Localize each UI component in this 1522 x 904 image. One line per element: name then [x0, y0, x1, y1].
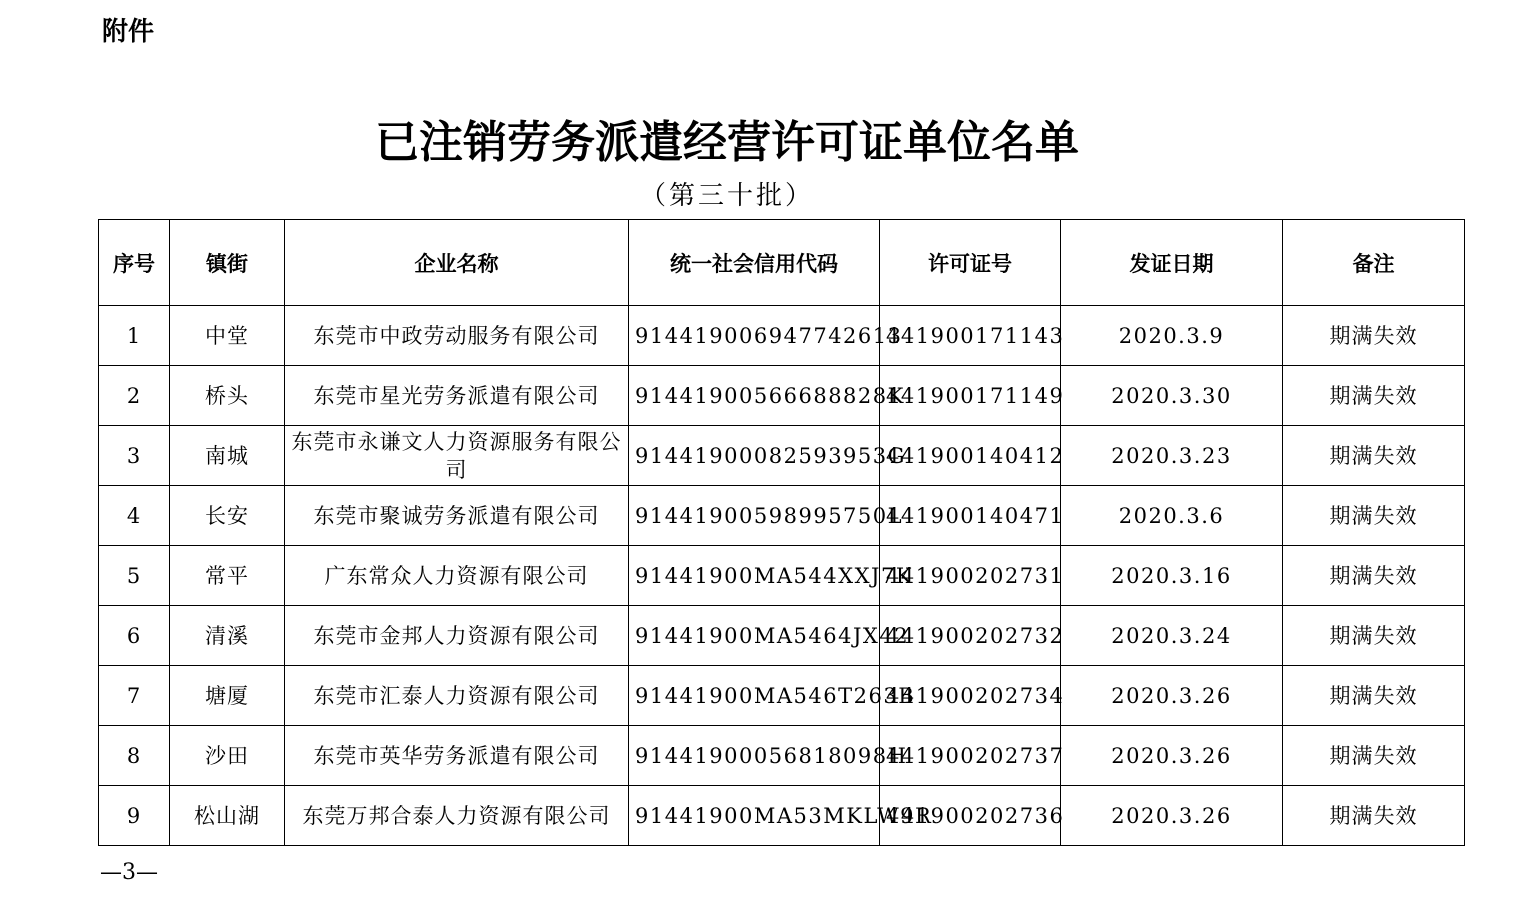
cell-license-no: 441900140412 — [880, 426, 1061, 486]
cell-remark: 期满失效 — [1283, 306, 1465, 366]
cell-town: 沙田 — [170, 726, 285, 786]
cell-license-no: 441900171143 — [880, 306, 1061, 366]
cell-remark: 期满失效 — [1283, 726, 1465, 786]
page-number: —3— — [100, 860, 158, 885]
cell-company: 东莞市汇泰人力资源有限公司 — [285, 666, 629, 726]
cell-credit-code: 91441900MA544XXJ7K — [629, 546, 880, 606]
cell-issue-date: 2020.3.26 — [1061, 666, 1283, 726]
cell-town: 塘厦 — [170, 666, 285, 726]
col-header-license-no: 许可证号 — [880, 220, 1061, 306]
table-row — [99, 726, 1465, 786]
cell-license-no: 441900171149 — [880, 366, 1061, 426]
cell-town: 长安 — [170, 486, 285, 546]
cell-credit-code: 91441900082593953G — [629, 426, 880, 486]
table-row — [99, 426, 1465, 486]
cell-remark: 期满失效 — [1283, 546, 1465, 606]
cell-company: 东莞市永谦文人力资源服务有限公司 — [285, 426, 629, 486]
cell-town: 常平 — [170, 546, 285, 606]
cell-issue-date: 2020.3.6 — [1061, 486, 1283, 546]
cell-remark: 期满失效 — [1283, 366, 1465, 426]
cell-index: 3 — [99, 426, 170, 486]
cell-company: 东莞市聚诚劳务派遣有限公司 — [285, 486, 629, 546]
cell-credit-code: 91441900056818098H — [629, 726, 880, 786]
cell-remark: 期满失效 — [1283, 666, 1465, 726]
cell-credit-code: 914419006947742613 — [629, 306, 880, 366]
cell-index: 1 — [99, 306, 170, 366]
table-row — [99, 786, 1465, 846]
cell-license-no: 441900140471 — [880, 486, 1061, 546]
cell-remark: 期满失效 — [1283, 786, 1465, 846]
cell-company: 东莞市中政劳动服务有限公司 — [285, 306, 629, 366]
deregistered-companies-table — [98, 219, 1465, 846]
col-header-issue-date: 发证日期 — [1061, 220, 1283, 306]
cell-town: 南城 — [170, 426, 285, 486]
col-header-index: 序号 — [99, 220, 170, 306]
cell-issue-date: 2020.3.26 — [1061, 726, 1283, 786]
table-row — [99, 606, 1465, 666]
cell-index: 2 — [99, 366, 170, 426]
cell-issue-date: 2020.3.23 — [1061, 426, 1283, 486]
cell-issue-date: 2020.3.24 — [1061, 606, 1283, 666]
cell-issue-date: 2020.3.30 — [1061, 366, 1283, 426]
cell-remark: 期满失效 — [1283, 426, 1465, 486]
cell-license-no: 441900202734 — [880, 666, 1061, 726]
cell-town: 桥头 — [170, 366, 285, 426]
table-row — [99, 546, 1465, 606]
cell-company: 东莞万邦合泰人力资源有限公司 — [285, 786, 629, 846]
cell-index: 7 — [99, 666, 170, 726]
col-header-company: 企业名称 — [285, 220, 629, 306]
cell-license-no: 441900202736 — [880, 786, 1061, 846]
cell-issue-date: 2020.3.26 — [1061, 786, 1283, 846]
cell-company: 东莞市金邦人力资源有限公司 — [285, 606, 629, 666]
col-header-remark: 备注 — [1283, 220, 1465, 306]
cell-remark: 期满失效 — [1283, 486, 1465, 546]
cell-company: 东莞市星光劳务派遣有限公司 — [285, 366, 629, 426]
table-row — [99, 486, 1465, 546]
cell-credit-code: 91441900MA546T263B — [629, 666, 880, 726]
document-title: 已注销劳务派遣经营许可证单位名单 — [375, 117, 1079, 168]
cell-issue-date: 2020.3.9 — [1061, 306, 1283, 366]
cell-town: 中堂 — [170, 306, 285, 366]
cell-credit-code: 91441900566688828K — [629, 366, 880, 426]
cell-credit-code: 91441900598995750L — [629, 486, 880, 546]
cell-index: 6 — [99, 606, 170, 666]
cell-credit-code: 91441900MA53MKLW9R — [629, 786, 880, 846]
cell-license-no: 441900202737 — [880, 726, 1061, 786]
cell-issue-date: 2020.3.16 — [1061, 546, 1283, 606]
col-header-credit-code: 统一社会信用代码 — [629, 220, 880, 306]
cell-index: 5 — [99, 546, 170, 606]
cell-credit-code: 91441900MA5464JX42 — [629, 606, 880, 666]
cell-remark: 期满失效 — [1283, 606, 1465, 666]
col-header-town: 镇街 — [170, 220, 285, 306]
table-header-row — [99, 220, 1465, 306]
cell-town: 松山湖 — [170, 786, 285, 846]
cell-index: 8 — [99, 726, 170, 786]
cell-license-no: 441900202731 — [880, 546, 1061, 606]
cell-company: 东莞市英华劳务派遣有限公司 — [285, 726, 629, 786]
cell-license-no: 441900202732 — [880, 606, 1061, 666]
table-row — [99, 306, 1465, 366]
cell-company: 广东常众人力资源有限公司 — [285, 546, 629, 606]
attachment-label: 附件 — [102, 17, 155, 47]
cell-index: 9 — [99, 786, 170, 846]
cell-index: 4 — [99, 486, 170, 546]
table-row — [99, 366, 1465, 426]
cell-town: 清溪 — [170, 606, 285, 666]
document-subtitle: （第三十批） — [639, 181, 814, 211]
table-row — [99, 666, 1465, 726]
